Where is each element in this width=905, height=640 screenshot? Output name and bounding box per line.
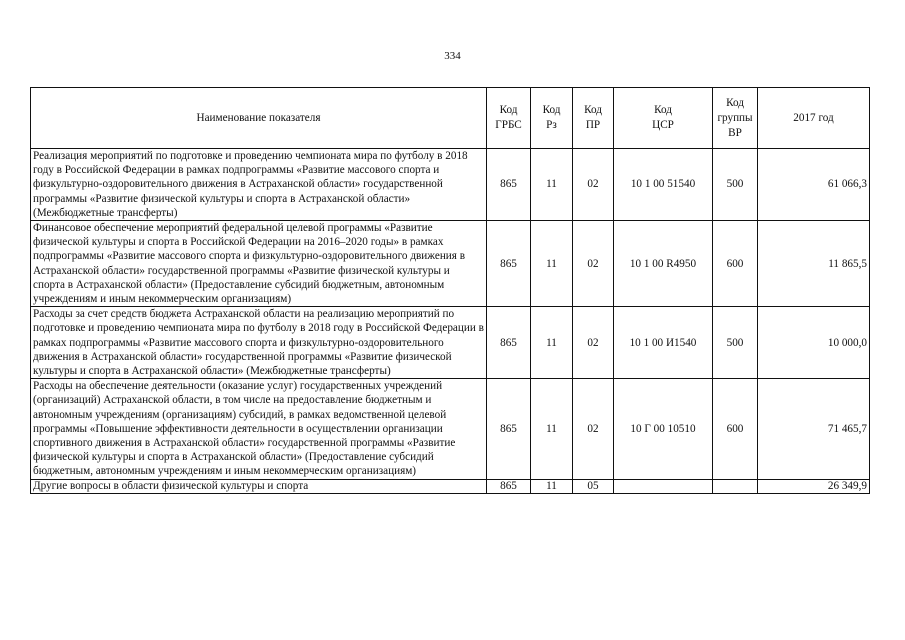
row-grbs: 865 <box>487 379 531 479</box>
page-number: 334 <box>444 50 461 62</box>
header-grbs-line2: ГРБС <box>495 119 522 131</box>
header-csr-line1: Код <box>654 104 672 116</box>
header-rz-line2: Рз <box>546 119 557 131</box>
header-pr <box>573 88 614 149</box>
table-row <box>31 307 870 379</box>
row-pr: 02 <box>573 307 614 379</box>
row-vr: 600 <box>713 221 758 307</box>
header-csr <box>614 88 713 149</box>
row-vr <box>713 479 758 493</box>
row-value: 11 865,5 <box>758 221 870 307</box>
row-grbs: 865 <box>487 149 531 221</box>
header-pr-line2: ПР <box>585 119 601 131</box>
header-vr-line3: ВР <box>728 126 742 139</box>
header-rz <box>531 88 573 149</box>
table-header-row <box>31 88 870 149</box>
table-row <box>31 379 870 479</box>
row-vr: 500 <box>713 307 758 379</box>
row-vr: 600 <box>713 379 758 479</box>
row-vr: 500 <box>713 149 758 221</box>
row-csr: 10 1 00 И1540 <box>614 307 713 379</box>
header-vr-line1: Код <box>726 96 744 109</box>
row-pr: 02 <box>573 379 614 479</box>
row-rz: 11 <box>531 379 573 479</box>
header-name: Наименование показателя <box>31 88 487 149</box>
row-name: Другие вопросы в области физической культуры и спорта <box>31 479 487 493</box>
row-grbs: 865 <box>487 221 531 307</box>
row-value: 10 000,0 <box>758 307 870 379</box>
table-row <box>31 221 870 307</box>
row-name: Расходы на обеспечение деятельности (оказание услуг) государственных учреждений (организаций) Астраханской области, в том числе на предоставление бюджетным и автономным учреждениям (организациям) субсидий, в рамках ведомственной целевой программы «Повышение эффективности деятельности в осуществлении организации спортивного движения в Астраханской области» государственной программы «Развитие физической культуры и спорта в Астраханской области» (Предоставление субсидий бюджетным, автономным учреждениям и иным некоммерческим организациям) <box>31 379 487 479</box>
row-rz: 11 <box>531 479 573 493</box>
row-pr: 02 <box>573 221 614 307</box>
table-row <box>31 149 870 221</box>
row-value: 61 066,3 <box>758 149 870 221</box>
row-rz: 11 <box>531 307 573 379</box>
header-pr-line1: Код <box>584 104 602 116</box>
header-vr <box>713 88 758 149</box>
header-grbs-line1: Код <box>499 104 518 116</box>
row-name: Реализация мероприятий по подготовке и проведению чемпионата мира по футболу в 2018 году в Российской Федерации в рамках подпрограммы «Развитие массового спорта и физкультурно-оздоровительного движения в Астраханской области» государственной программы «Развитие физической культуры и спорта в Астраханской области» (Межбюджетные трансферты) <box>31 149 487 221</box>
row-pr: 05 <box>573 479 614 493</box>
row-pr: 02 <box>573 149 614 221</box>
row-csr <box>614 479 713 493</box>
header-2017: 2017 год <box>758 88 870 149</box>
row-csr: 10 1 00 51540 <box>614 149 713 221</box>
header-rz-line1: Код <box>542 104 561 116</box>
budget-table <box>30 87 870 494</box>
row-name: Расходы за счет средств бюджета Астраханской области на реализацию мероприятий по подготовке и проведению чемпионата мира по футболу в 2018 году в Российской Федерации в рамках подпрограммы «Развитие массового спорта и физкультурно-оздоровительного движения в Астраханской области» государственной программы «Развитие физической культуры и спорта в Астраханской области» (Межбюджетные трансферты) <box>31 307 487 379</box>
row-rz: 11 <box>531 149 573 221</box>
row-rz: 11 <box>531 221 573 307</box>
table-row <box>31 479 870 493</box>
header-csr-line2: ЦСР <box>652 119 674 131</box>
row-value: 71 465,7 <box>758 379 870 479</box>
row-grbs: 865 <box>487 479 531 493</box>
row-name: Финансовое обеспечение мероприятий федеральной целевой программы «Развитие физической культуры и спорта в Российской Федерации на 2016–2020 годы» в рамках подпрограммы «Развитие массового спорта и физкультурно-оздоровительного движения в Астраханской области» государственной программы «Развитие физической культуры и спорта в Астраханской области» (Предоставление субсидий бюджетным, автономным учреждениям и иным некоммерческим организациям) <box>31 221 487 307</box>
row-value: 26 349,9 <box>758 479 870 493</box>
row-csr: 10 Г 00 10510 <box>614 379 713 479</box>
header-vr-line2: группы <box>717 111 753 124</box>
row-csr: 10 1 00 R4950 <box>614 221 713 307</box>
row-grbs: 865 <box>487 307 531 379</box>
header-grbs <box>487 88 531 149</box>
